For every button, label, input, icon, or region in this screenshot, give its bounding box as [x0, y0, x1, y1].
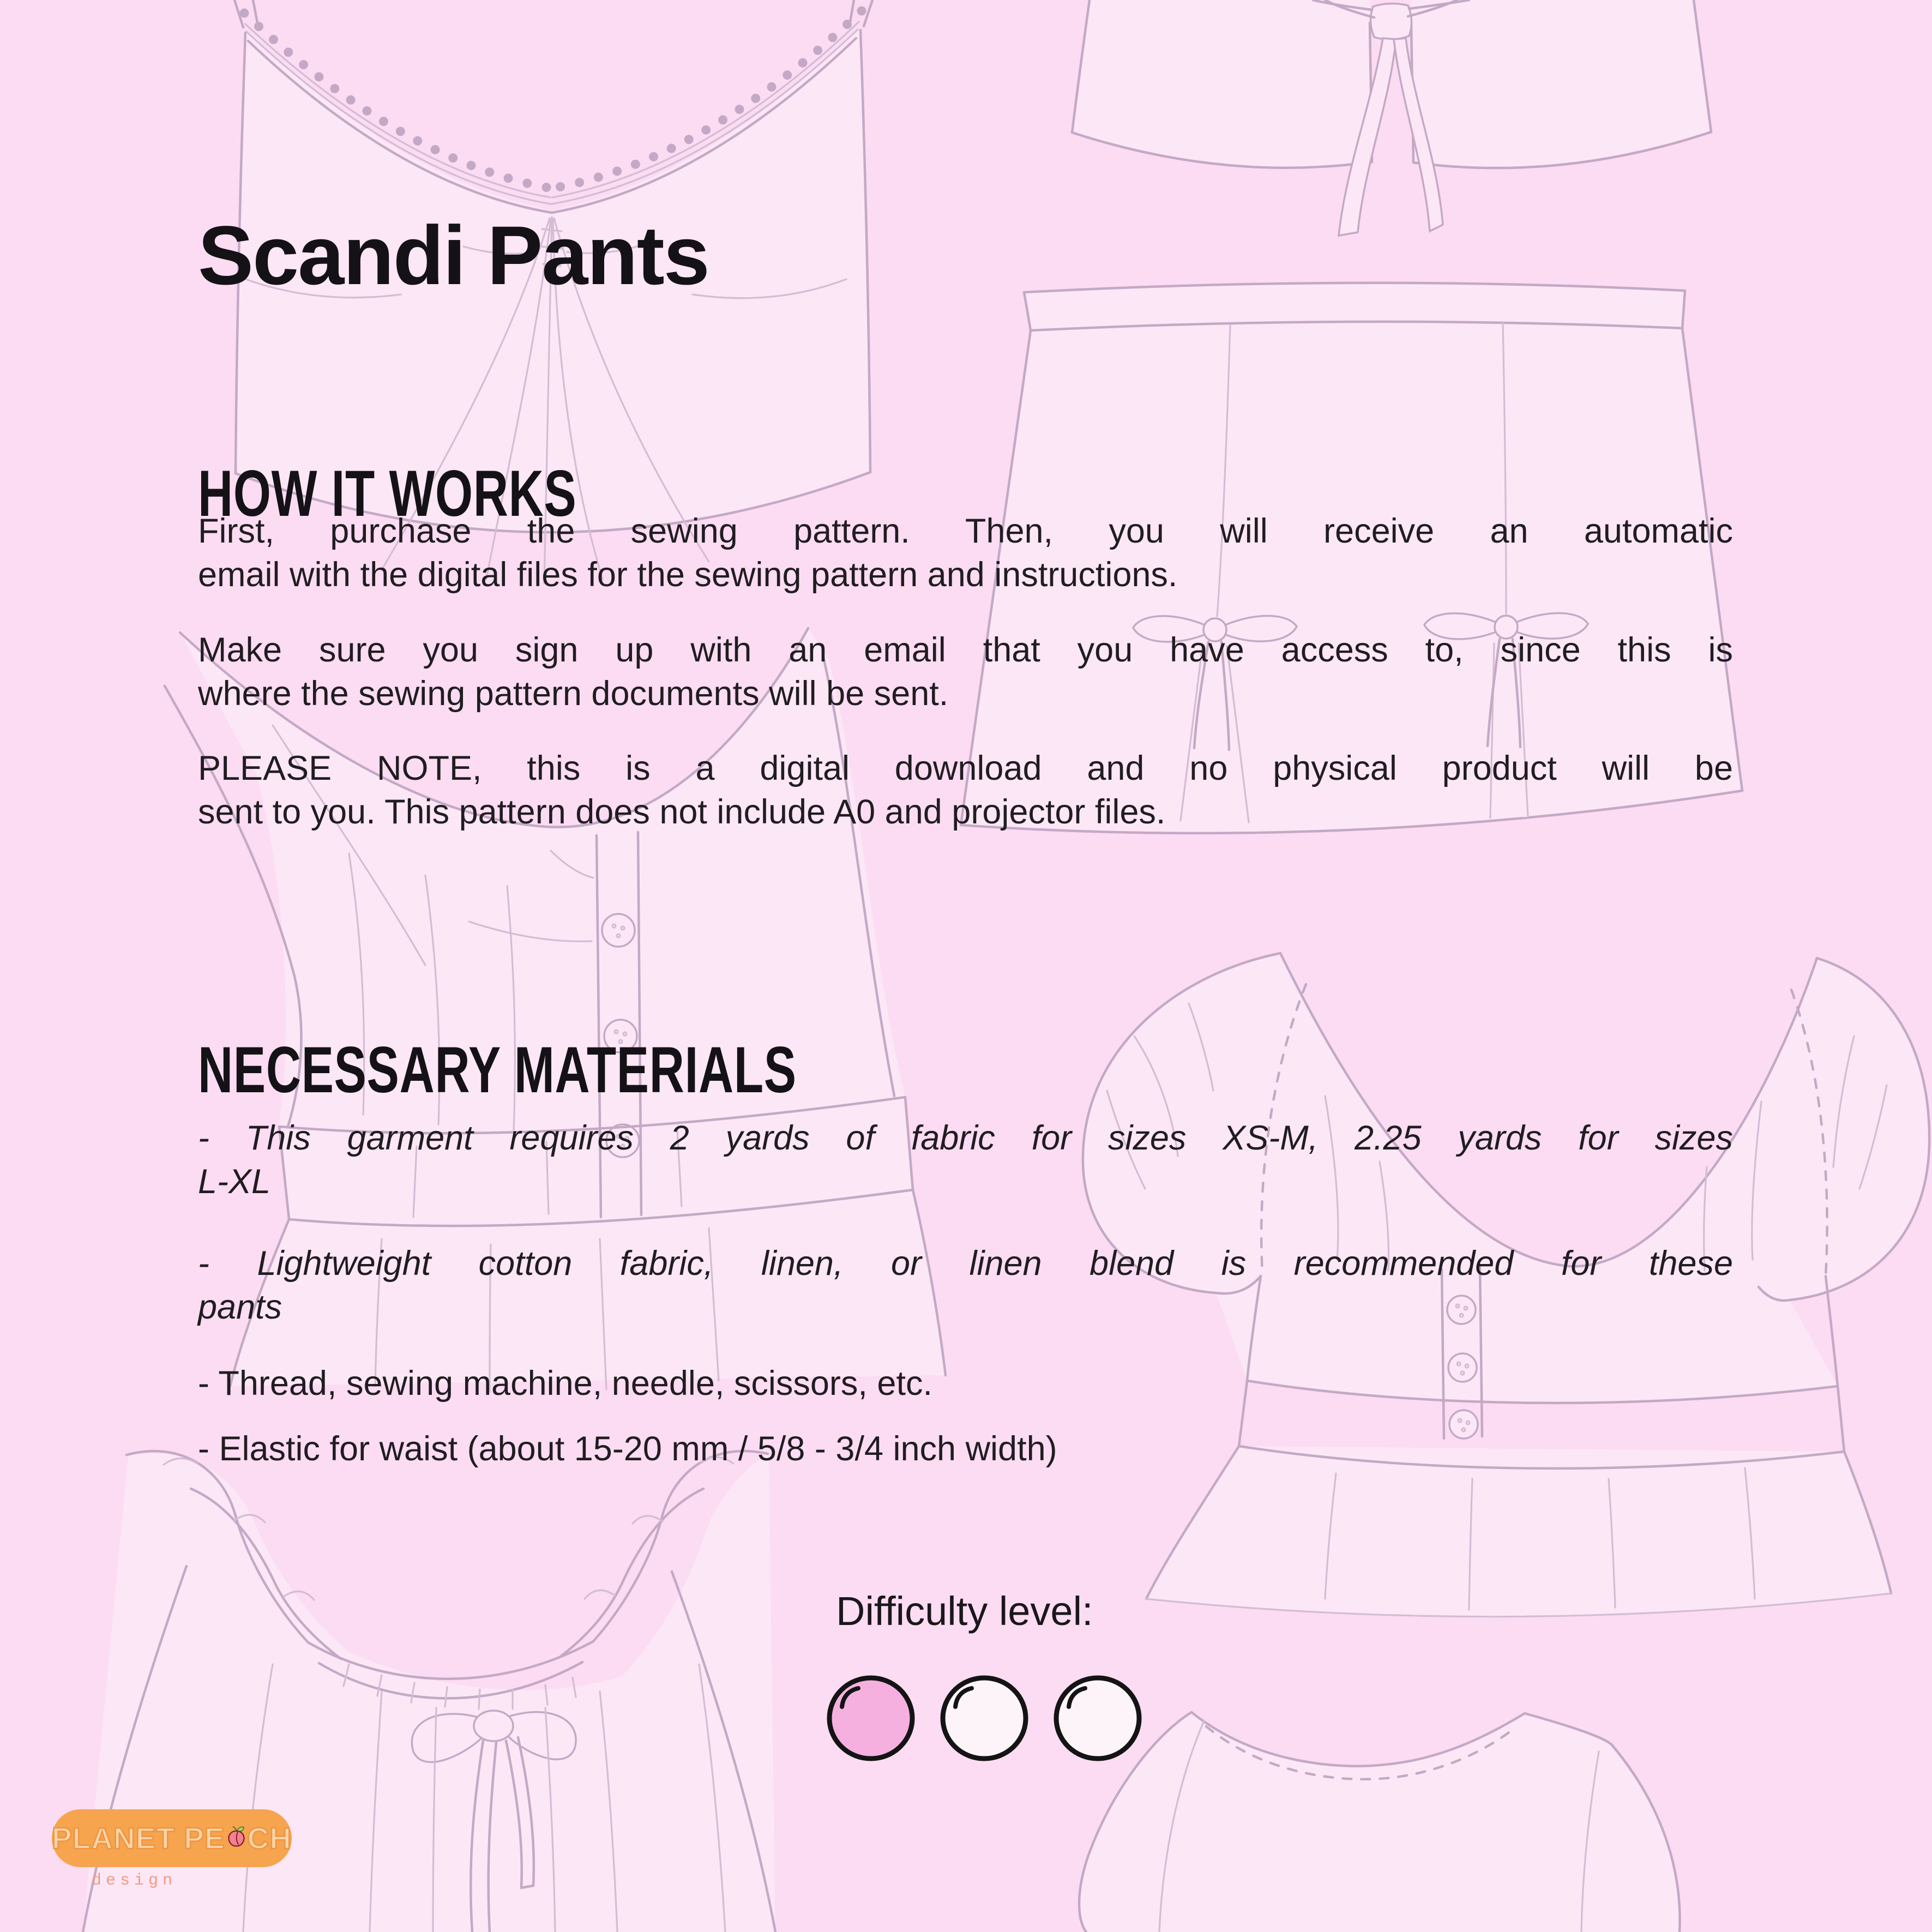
brand-badge	[52, 1809, 292, 1867]
materials-item-line: L-XL	[198, 1163, 271, 1201]
brand-logo	[52, 1809, 324, 1890]
peach-icon	[226, 1822, 246, 1850]
difficulty-dot-3	[1056, 1678, 1139, 1759]
paragraph-line: First, purchase the sewing pattern. Then, you will receive an automatic	[198, 512, 1733, 550]
paragraph-line: email with the digital files for the sewing pattern and instructions.	[198, 556, 1178, 594]
necessary-materials-heading: NECESSARY MATERIALS	[198, 1033, 797, 1106]
materials-item-line: - This garment requires 2 yards of fabric for sizes XS-M, 2.25 yards for sizes	[198, 1119, 1733, 1157]
materials-item-line: - Elastic for waist (about 15-20 mm / 5/8 - 3/4 inch width)	[198, 1430, 1057, 1468]
paragraph-line: where the sewing pattern documents will be sent.	[198, 675, 949, 713]
how-it-works-heading: HOW IT WORKS	[198, 457, 577, 530]
materials-item-line: - Lightweight cotton fabric, linen, or linen blend is recommended for these	[198, 1244, 1733, 1283]
difficulty-label: Difficulty level:	[836, 1588, 1093, 1634]
materials-item-line: pants	[198, 1288, 282, 1326]
brand-text-left: PLANET PE	[52, 1821, 225, 1855]
brand-text-right: CH	[247, 1821, 292, 1855]
paragraph-line: PLEASE NOTE, this is a digital download and no physical product will be	[198, 749, 1733, 787]
brand-subtitle: design	[92, 1871, 177, 1890]
paragraph-line: Make sure you sign up with an email that you have access to, since this is	[198, 631, 1733, 669]
difficulty-dot-1	[829, 1678, 912, 1759]
page-title: Scandi Pants	[198, 209, 709, 302]
materials-item-line: - Thread, sewing machine, needle, scissors, etc.	[198, 1364, 932, 1403]
paragraph-line: sent to you. This pattern does not include A0 and projector files.	[198, 793, 1166, 831]
difficulty-dot-2	[943, 1678, 1026, 1759]
